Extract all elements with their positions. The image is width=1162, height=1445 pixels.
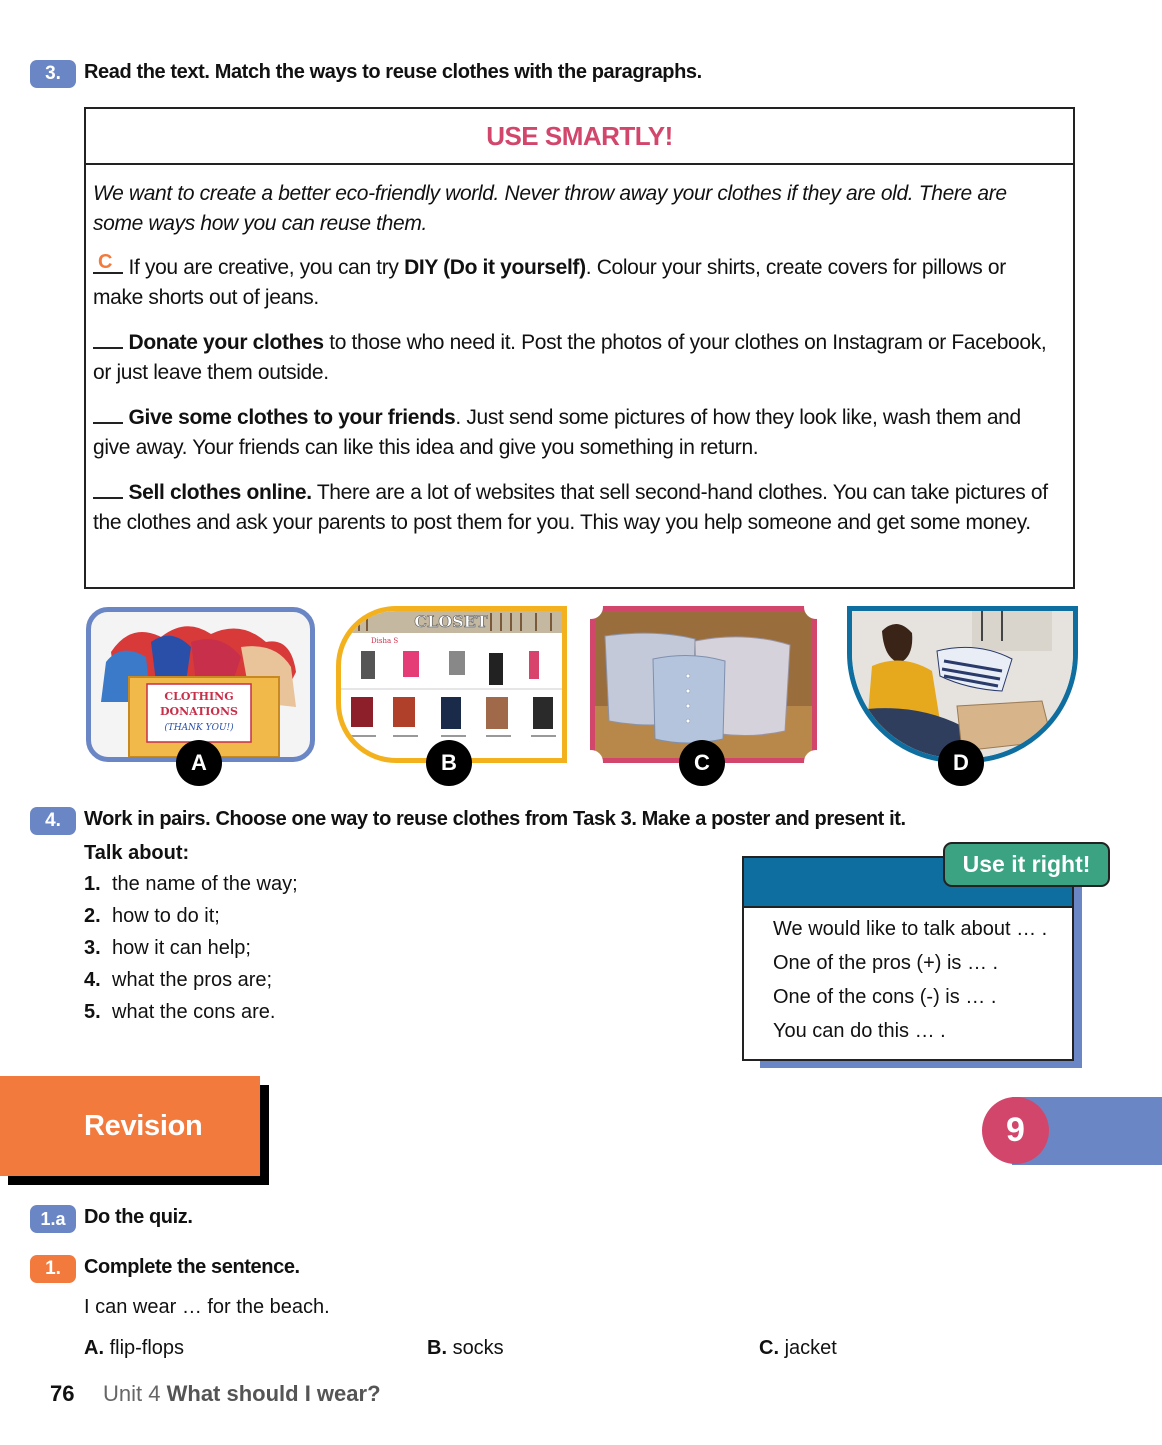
phrase-line: You can do this … . (773, 1020, 946, 1042)
donation-label-line: (THANK YOU!) (164, 723, 234, 733)
pillows-photo (595, 611, 812, 758)
option-text: jacket (784, 1337, 837, 1359)
option-text: socks (452, 1337, 504, 1359)
paragraph (93, 403, 1059, 462)
list-item: 5. what the cons are. (84, 1001, 276, 1023)
part-instruction: Do the quiz. (84, 1206, 193, 1228)
text-intro: We want to create a better eco-friendly world. Never throw away your clothes if they are old. There are some ways how you can reuse them. (93, 182, 1007, 235)
list-item: 4. what the pros are; (84, 969, 273, 991)
footer-unit-title (103, 1381, 381, 1407)
picture-letter-c: C (679, 740, 725, 786)
unit-number-circle: 9 (982, 1097, 1049, 1164)
paragraph (93, 253, 1059, 312)
unit-title: What should I wear? (166, 1381, 381, 1406)
revision-banner: Revision (0, 1076, 260, 1176)
picture-letter-d: D (938, 740, 984, 786)
question-number-badge: 1. (30, 1255, 76, 1283)
picture-c-corner (579, 750, 603, 774)
paragraph-text: If you are creative, you can try (123, 256, 405, 279)
quiz-sentence: I can wear … for the beach. (84, 1296, 330, 1318)
closet-seller-name: Disha S (371, 637, 399, 645)
closet-banner-text: CLOSET (414, 612, 488, 631)
picture-c-corner (579, 595, 603, 619)
phrase-line: One of the cons (-) is … . (773, 986, 997, 1008)
question-instruction: Complete the sentence. (84, 1256, 300, 1278)
paragraph-keyword: Sell clothes online. (128, 481, 312, 504)
unit-label: Unit 4 (103, 1381, 161, 1406)
folding-clothes-photo (852, 611, 1073, 758)
donation-label-line: CLOTHING (164, 690, 234, 703)
donation-label-line: DONATIONS (159, 705, 239, 718)
use-it-right-tag: Use it right! (943, 842, 1110, 887)
list-item: 3. how it can help; (84, 937, 251, 959)
picture-c-corner (804, 595, 828, 619)
option-c[interactable] (759, 1337, 837, 1360)
list-item: 2. how to do it; (84, 905, 220, 927)
option-a[interactable] (84, 1337, 184, 1360)
paragraph-text: . Colour your shirts, create covers for pillows or make shorts out of jeans. (93, 256, 1006, 309)
paragraph-text: to those who need it. Post the photos of your clothes on Instagram or Facebook, or just leave them outside. (93, 331, 1047, 384)
picture-a (86, 607, 315, 762)
list-item: 1. the name of the way; (84, 873, 298, 895)
paragraph-keyword: DIY (Do it yourself) (404, 256, 586, 279)
task-number-badge: 3. (30, 60, 76, 88)
page-number: 76 (50, 1381, 75, 1406)
answer-letter: C (98, 251, 113, 273)
option-letter: A. (84, 1337, 104, 1359)
paragraph-text: There are a lot of websites that sell second-hand clothes. You can take pictures of the clothes and ask your parents to post them for you. This way you help someone and get some money. (93, 481, 1048, 534)
answer-blank[interactable] (93, 481, 123, 499)
task-instruction: Read the text. Match the ways to reuse clothes with the paragraphs. (84, 61, 702, 83)
task-number-badge: 4. (30, 807, 76, 835)
paragraph (93, 478, 1059, 537)
talk-about-list (84, 868, 298, 1028)
picture-letter-b: B (426, 740, 472, 786)
option-b[interactable] (427, 1337, 504, 1360)
part-label-badge: 1.a (30, 1205, 76, 1233)
donation-box-illustration (91, 612, 310, 757)
paragraph-text: . Just send some pictures of how they look like, wash them and give away. Your friends can like this idea and give you something in return. (93, 406, 1021, 459)
talk-about-heading: Talk about: (84, 842, 190, 864)
paragraph-keyword: Donate your clothes (128, 331, 324, 354)
text-title: USE SMARTLY! (86, 109, 1073, 165)
option-letter: C. (759, 1337, 779, 1359)
reading-text-box (84, 107, 1075, 589)
online-closet-screenshot (341, 611, 562, 758)
phrase-line: One of the pros (+) is … . (773, 952, 999, 974)
phrase-line: We would like to talk about … . (773, 918, 1048, 940)
paragraph-keyword: Give some clothes to your friends (128, 406, 456, 429)
task-instruction: Work in pairs. Choose one way to reuse clothes from Task 3. Make a poster and present it. (84, 808, 906, 830)
paragraph (93, 328, 1059, 387)
picture-letter-a: A (176, 740, 222, 786)
answer-blank[interactable] (93, 406, 123, 424)
option-text: flip-flops (109, 1337, 185, 1359)
picture-c-corner (804, 750, 828, 774)
option-letter: B. (427, 1337, 447, 1359)
answer-blank[interactable] (93, 251, 123, 274)
answer-blank[interactable] (93, 331, 123, 349)
